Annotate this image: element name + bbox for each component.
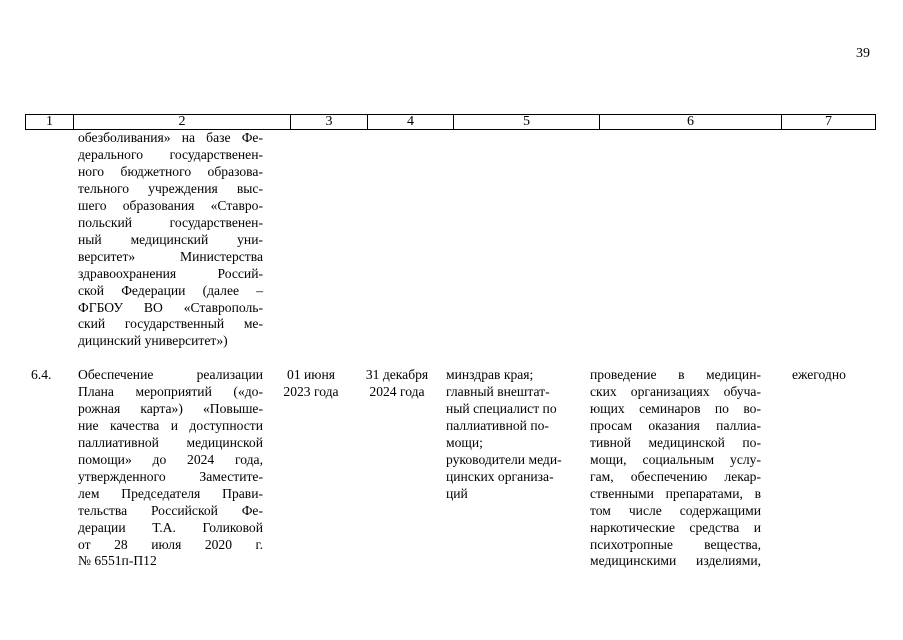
text-line: наркотические средства и [590,519,761,535]
column-number-7: 7 [782,115,876,130]
text-line: ного бюджетного образова- [78,163,263,179]
text-line: ФГБОУ ВО «Ставрополь- [78,299,263,315]
text-line: верситет» Министерства [78,248,263,264]
text-line: ный специалист по [446,400,557,416]
column-number-5: 5 [454,115,600,130]
text-line: главный внештат- [446,383,550,399]
text-line: от 28 июля 2020 г. [78,536,263,552]
text-line: дерального государственен- [78,146,263,162]
text-line: мощи, социальным услу- [590,451,761,467]
column-number-4: 4 [368,115,454,130]
column-number-2: 2 [74,115,291,130]
text-line: мощи; [446,434,483,450]
text-line: медицинскими изделиями, [590,553,761,569]
responsible-executors [446,367,582,503]
text-line: ций [446,485,468,501]
expected-result [590,367,761,570]
periodicity: ежегодно [792,367,846,382]
text-line: Плана мероприятий («до- [78,383,263,399]
text-line: шего образования «Ставро- [78,197,263,213]
text-line: ский государственный ме- [78,316,263,332]
table-header-row [25,114,876,130]
text-line: тельного учреждения выс- [78,180,263,196]
text-line: лем Председателя Прави- [78,485,263,501]
row-number: 6.4. [31,367,52,382]
continued-description [78,130,263,350]
page-number: 39 [856,46,870,61]
text-line: паллиативной по- [446,417,549,433]
text-line: проведение в медицин- [590,367,761,382]
text-line: тельства Российской Фе- [78,502,263,518]
text-line: ской Федерации (далее – [78,282,263,298]
text-line: дицинский университет») [78,333,228,349]
text-line: руководители меди- [446,451,562,467]
text-line: тивной медицинской по- [590,434,761,450]
text-line: рожная карта») «Повыше- [78,400,263,416]
text-line: ющих семинаров по во- [590,400,761,416]
text-line: здравоохранения Россий- [78,265,263,281]
column-number-1: 1 [26,115,74,130]
text-line: психотропные вещества, [590,536,761,552]
text-line: паллиативной медицинской [78,434,263,450]
text-line: цинских организа- [446,468,554,484]
text-line: обезболивания» на базе Фе- [78,130,263,145]
start-date [272,367,350,401]
column-number-3: 3 [291,115,368,130]
text-line: гам, обеспечению лекар- [590,468,761,484]
text-line: ный медицинский уни- [78,231,263,247]
text-line: ственными препаратами, в [590,485,761,501]
text-line: минздрав края; [446,367,534,382]
text-line: ние качества и доступности [78,417,263,433]
text-line: 2024 года [369,383,425,399]
text-line: ских организациях обуча- [590,383,761,399]
row-description [78,367,263,570]
text-line: просам оказания паллиа- [590,417,761,433]
text-line: утвержденного Заместите- [78,468,263,484]
text-line: польский государственен- [78,214,263,230]
text-line: Обеспечение реализации [78,367,263,382]
text-line: 31 декабря [365,367,429,382]
text-line: 2023 года [283,383,339,399]
text-line: № 6551п-П12 [78,553,157,569]
text-line: дерации Т.А. Голиковой [78,519,263,535]
end-date [353,367,441,401]
text-line: 01 июня [287,367,335,382]
text-line: помощи» до 2024 года, [78,451,263,467]
text-line: том числе содержащими [590,502,761,518]
column-number-6: 6 [600,115,782,130]
